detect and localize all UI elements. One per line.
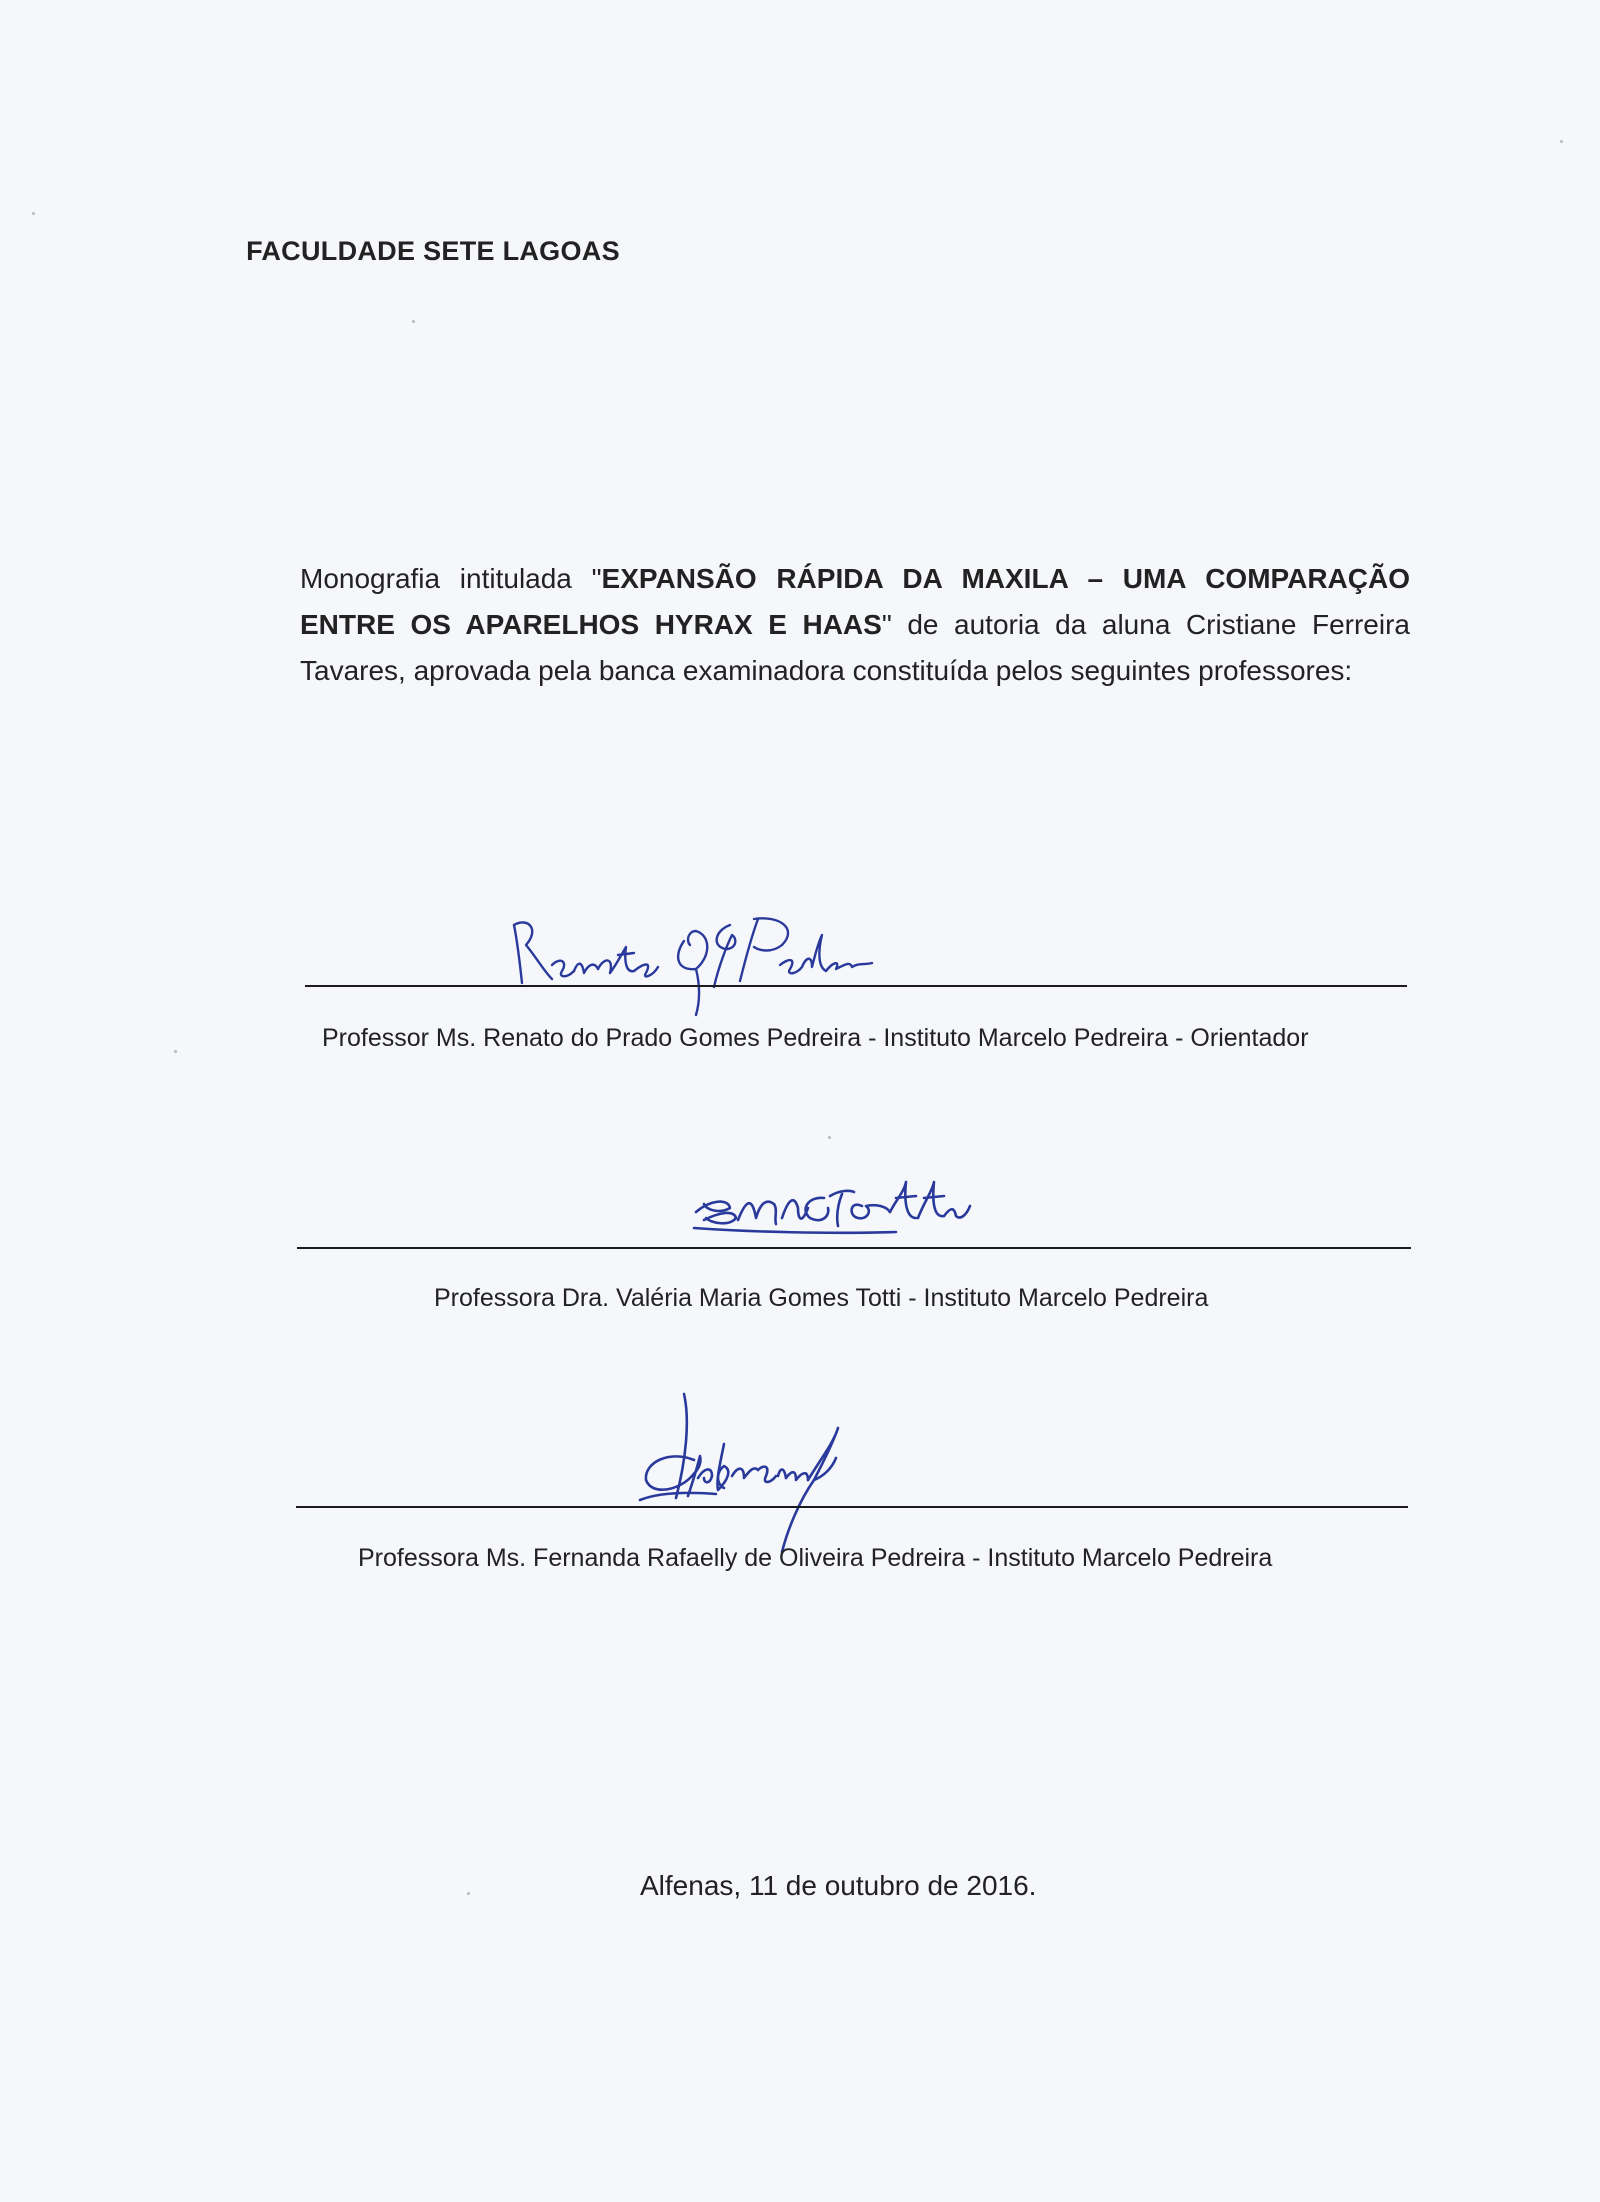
paper-speck [174, 1050, 177, 1053]
signature-totti [690, 1160, 1020, 1250]
examiner-caption-1: Professor Ms. Renato do Prado Gomes Pedreira - Instituto Marcelo Pedreira - Orientador [322, 1024, 1309, 1052]
paper-speck [412, 320, 415, 323]
approval-statement [300, 556, 1410, 694]
signature-line-3 [296, 1506, 1408, 1508]
paper-speck [32, 212, 35, 215]
paper-speck [1560, 140, 1563, 143]
institution-heading [0, 236, 1600, 267]
date-line: Alfenas, 11 de outubro de 2016. [640, 1870, 1037, 1901]
examiner-caption-3: Professora Ms. Fernanda Rafaelly de Oliveira Pedreira - Instituto Marcelo Pedreira [358, 1544, 1273, 1572]
approval-outro: " de autoria da aluna Cristiane Ferreira Tavares, aprovada pela banca examinadora constituída pelos seguintes professores: [300, 609, 1410, 686]
institution-name: FACULDADE SETE LAGOAS [246, 236, 620, 266]
signature-line-2 [297, 1247, 1411, 1249]
examiner-caption-2: Professora Dra. Valéria Maria Gomes Totti - Instituto Marcelo Pedreira [434, 1284, 1209, 1312]
paper-speck [828, 1136, 831, 1139]
signature-line-1 [305, 985, 1407, 987]
paper-speck [467, 1892, 470, 1895]
approval-intro: Monografia intitulada " [300, 563, 602, 594]
monograph-title: EXPANSÃO RÁPIDA DA MAXILA – UMA COMPARAÇÃO ENTRE OS APARELHOS HYRAX E HAAS [300, 563, 1410, 640]
signature-renato [500, 895, 900, 1005]
